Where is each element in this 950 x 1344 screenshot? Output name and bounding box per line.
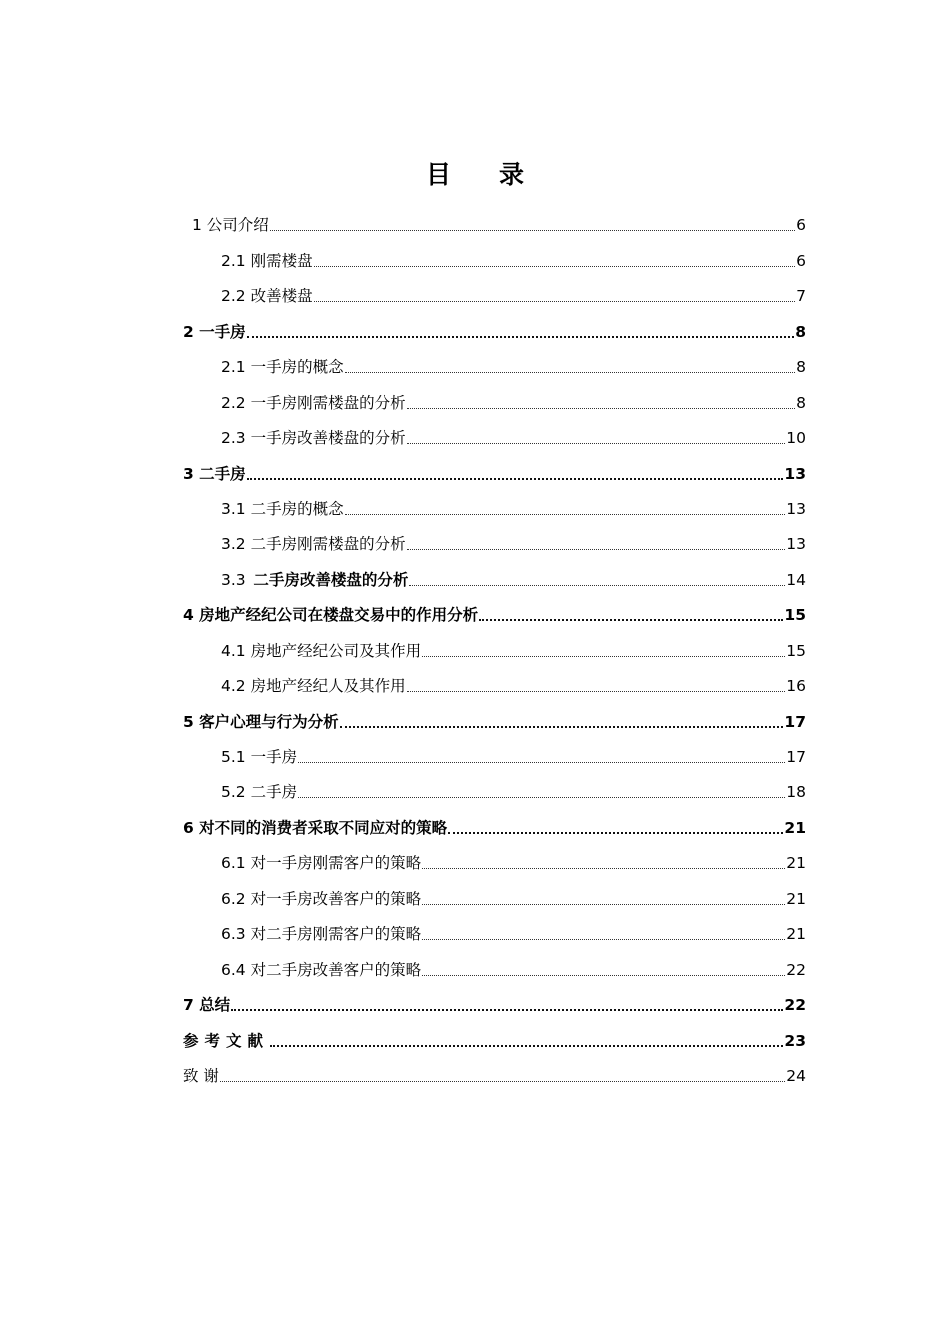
toc-entry-2-2[interactable] <box>183 277 806 312</box>
toc-page-number: 16 <box>786 677 806 696</box>
toc-dot-leader <box>479 619 783 621</box>
toc-page-number: 13 <box>786 535 806 554</box>
toc-dot-leader <box>340 726 784 728</box>
toc-entry-label: 7 总结 <box>183 996 231 1015</box>
toc-dot-leader <box>409 585 785 586</box>
page-title-char-1: 目 <box>425 160 451 189</box>
toc-entry-label: 5.2 二手房 <box>221 783 298 802</box>
toc-entry-3-3[interactable] <box>183 560 806 595</box>
toc-entry-label: 2.1 刚需楼盘 <box>221 251 313 270</box>
toc-entry-2[interactable] <box>183 312 806 347</box>
toc-entry-4[interactable] <box>183 596 806 631</box>
toc-dot-leader <box>345 372 796 373</box>
toc-page-number: 13 <box>786 499 806 518</box>
toc-entry-3-2[interactable] <box>183 525 806 560</box>
toc-entry-label: 1 公司介绍 <box>192 216 269 235</box>
toc-entry-label: 2 一手房 <box>183 322 246 341</box>
toc-entry-6-3[interactable] <box>183 915 806 950</box>
toc-entry-6-2[interactable] <box>183 879 806 914</box>
page-title-char-2: 录 <box>499 160 525 189</box>
toc-dot-leader <box>270 230 795 231</box>
toc-dot-leader <box>407 443 786 444</box>
toc-entry-1[interactable] <box>183 206 806 241</box>
toc-page-number: 15 <box>786 641 806 660</box>
toc-entry-label: 2.2 改善楼盘 <box>221 287 313 306</box>
toc-entry-6[interactable] <box>183 808 806 843</box>
toc-page-number: 8 <box>796 393 806 412</box>
toc-entry-acknowledgements[interactable] <box>183 1057 806 1092</box>
toc-dot-leader <box>422 975 785 976</box>
toc-page-number: 21 <box>786 925 806 944</box>
toc-entry-3[interactable] <box>183 454 806 489</box>
toc-entry-6-1[interactable] <box>183 844 806 879</box>
toc-entry-label: 2.2 一手房刚需楼盘的分析 <box>221 393 406 412</box>
toc-page-number: 15 <box>784 606 806 625</box>
page-title <box>0 155 950 195</box>
toc-entry-label: 致 谢 <box>183 1066 219 1085</box>
table-of-contents <box>183 206 806 1092</box>
toc-page-number: 6 <box>796 216 806 235</box>
toc-entry-7[interactable] <box>183 986 806 1021</box>
toc-entry-label: 2.1 一手房的概念 <box>221 358 344 377</box>
toc-entry-4-1[interactable] <box>183 631 806 666</box>
toc-page-number: 7 <box>796 287 806 306</box>
toc-dot-leader <box>298 797 785 798</box>
toc-dot-leader <box>407 408 796 409</box>
toc-entry-4-2[interactable] <box>183 667 806 702</box>
toc-page-number: 8 <box>795 322 806 341</box>
toc-entry-5-1[interactable] <box>183 738 806 773</box>
toc-entry-label: 5 客户心理与行为分析 <box>183 712 339 731</box>
toc-page-number: 10 <box>786 429 806 448</box>
toc-entry-label: 6 对不同的消费者采取不同应对的策略 <box>183 818 448 837</box>
toc-entry-label: 6.1 对一手房刚需客户的策略 <box>221 854 422 873</box>
toc-entry-2-2b[interactable] <box>183 383 806 418</box>
toc-entry-5-2[interactable] <box>183 773 806 808</box>
toc-entry-label: 3 二手房 <box>183 464 246 483</box>
toc-page-number: 18 <box>786 783 806 802</box>
toc-entry-5[interactable] <box>183 702 806 737</box>
toc-entry-label: 6.2 对一手房改善客户的策略 <box>221 889 422 908</box>
toc-page-number: 22 <box>784 996 806 1015</box>
toc-page-number: 6 <box>796 251 806 270</box>
toc-page-number: 23 <box>784 1031 806 1050</box>
toc-dot-leader <box>422 868 785 869</box>
toc-dot-leader <box>314 301 796 302</box>
toc-page-number: 17 <box>784 712 806 731</box>
toc-page-number: 21 <box>786 854 806 873</box>
toc-page-number: 21 <box>784 818 806 837</box>
toc-entry-2-1[interactable] <box>183 241 806 276</box>
toc-dot-leader <box>220 1081 785 1082</box>
toc-entry-label: 3.2 二手房刚需楼盘的分析 <box>221 535 406 554</box>
toc-dot-leader <box>407 549 786 550</box>
toc-entry-label: 参考文献 <box>183 1031 270 1050</box>
toc-page-number: 17 <box>786 748 806 766</box>
toc-dot-leader <box>422 939 785 940</box>
toc-entry-label: 6.4 对二手房改善客户的策略 <box>221 960 422 979</box>
toc-entry-label: 5.1 一手房 <box>221 748 298 766</box>
toc-dot-leader <box>314 266 796 267</box>
toc-entry-label: 6.3 对二手房刚需客户的策略 <box>221 925 422 944</box>
toc-dot-leader <box>345 514 786 515</box>
toc-entry-label: 4.2 房地产经纪人及其作用 <box>221 677 406 696</box>
toc-entry-label <box>221 570 408 590</box>
toc-entry-label: 4 房地产经纪公司在楼盘交易中的作用分析 <box>183 606 479 625</box>
toc-dot-leader <box>407 691 786 692</box>
toc-dot-leader <box>247 336 795 338</box>
toc-entry-references[interactable] <box>183 1021 806 1056</box>
toc-entry-label: 3.1 二手房的概念 <box>221 499 344 518</box>
toc-entry-2-3[interactable] <box>183 419 806 454</box>
toc-entry-title: 二手房改善楼盘的分析 <box>253 570 409 589</box>
toc-entry-2-1b[interactable] <box>183 348 806 383</box>
toc-dot-leader <box>298 762 785 763</box>
toc-entry-label: 2.3 一手房改善楼盘的分析 <box>221 429 406 448</box>
toc-page-number: 8 <box>796 358 806 377</box>
toc-page-number: 13 <box>784 464 806 483</box>
toc-dot-leader <box>247 478 784 480</box>
toc-entry-number: 3.3 <box>221 570 246 589</box>
toc-page-number: 22 <box>786 960 806 979</box>
toc-dot-leader <box>422 904 785 905</box>
toc-dot-leader <box>270 1045 783 1047</box>
toc-page-number: 21 <box>786 889 806 908</box>
toc-page-number: 24 <box>786 1066 806 1085</box>
toc-dot-leader <box>231 1009 783 1011</box>
toc-dot-leader <box>448 832 783 834</box>
toc-entry-6-4[interactable] <box>183 950 806 985</box>
toc-dot-leader <box>422 656 785 657</box>
toc-entry-label: 4.1 房地产经纪公司及其作用 <box>221 641 422 660</box>
toc-entry-3-1[interactable] <box>183 490 806 525</box>
toc-page-number: 14 <box>786 570 806 589</box>
